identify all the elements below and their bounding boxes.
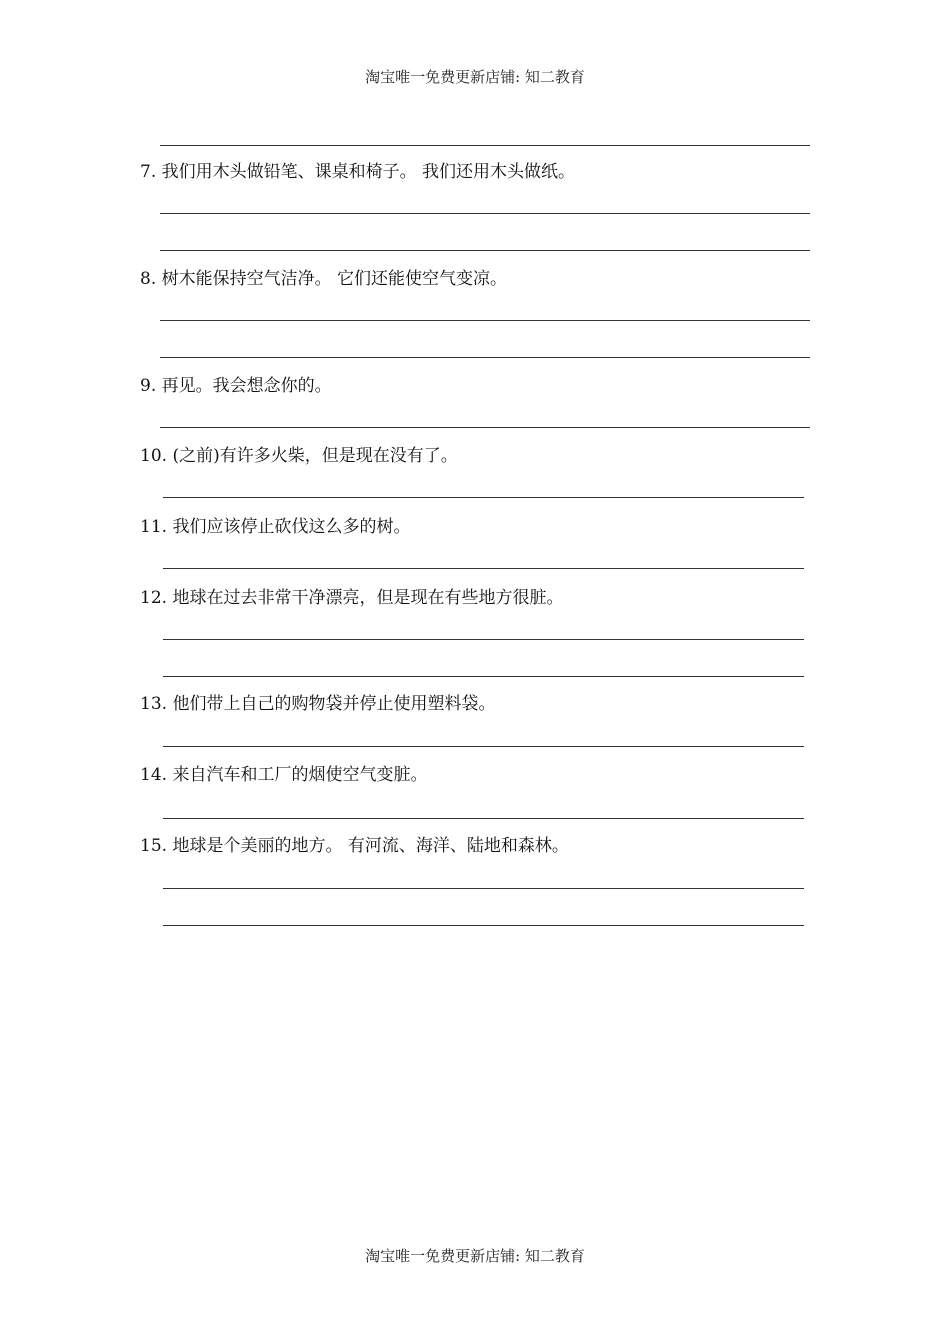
answer-line[interactable] xyxy=(160,427,810,428)
answer-line[interactable] xyxy=(163,568,804,569)
question-11: 11. 我们应该停止砍伐这么多的树。 xyxy=(140,517,411,537)
answer-line[interactable] xyxy=(163,676,804,677)
answer-line[interactable] xyxy=(163,746,804,747)
answer-line[interactable] xyxy=(163,925,804,926)
question-12: 12. 地球在过去非常干净漂亮，但是现在有些地方很脏。 xyxy=(140,588,564,608)
answer-line[interactable] xyxy=(160,145,810,146)
answer-line[interactable] xyxy=(160,213,810,214)
question-7: 7. 我们用木头做铅笔、课桌和椅子。 我们还用木头做纸。 xyxy=(140,162,576,182)
answer-line[interactable] xyxy=(163,639,804,640)
page-header: 淘宝唯一免费更新店铺: 知二教育 xyxy=(365,68,585,86)
question-14: 14. 来自汽车和工厂的烟使空气变脏。 xyxy=(140,765,428,785)
question-9: 9. 再见。我会想念你的。 xyxy=(140,376,332,396)
answer-line[interactable] xyxy=(163,818,804,819)
page-footer: 淘宝唯一免费更新店铺: 知二教育 xyxy=(365,1247,585,1265)
question-10: 10. (之前)有许多火柴，但是现在没有了。 xyxy=(140,446,458,466)
answer-line[interactable] xyxy=(160,357,810,358)
answer-line[interactable] xyxy=(160,320,810,321)
answer-line[interactable] xyxy=(163,888,804,889)
question-8: 8. 树木能保持空气洁净。 它们还能使空气变凉。 xyxy=(140,269,508,289)
answer-line[interactable] xyxy=(160,250,810,251)
answer-line[interactable] xyxy=(163,497,804,498)
question-13: 13. 他们带上自己的购物袋并停止使用塑料袋。 xyxy=(140,694,496,714)
question-15: 15. 地球是个美丽的地方。 有河流、海洋、陆地和森林。 xyxy=(140,836,569,856)
